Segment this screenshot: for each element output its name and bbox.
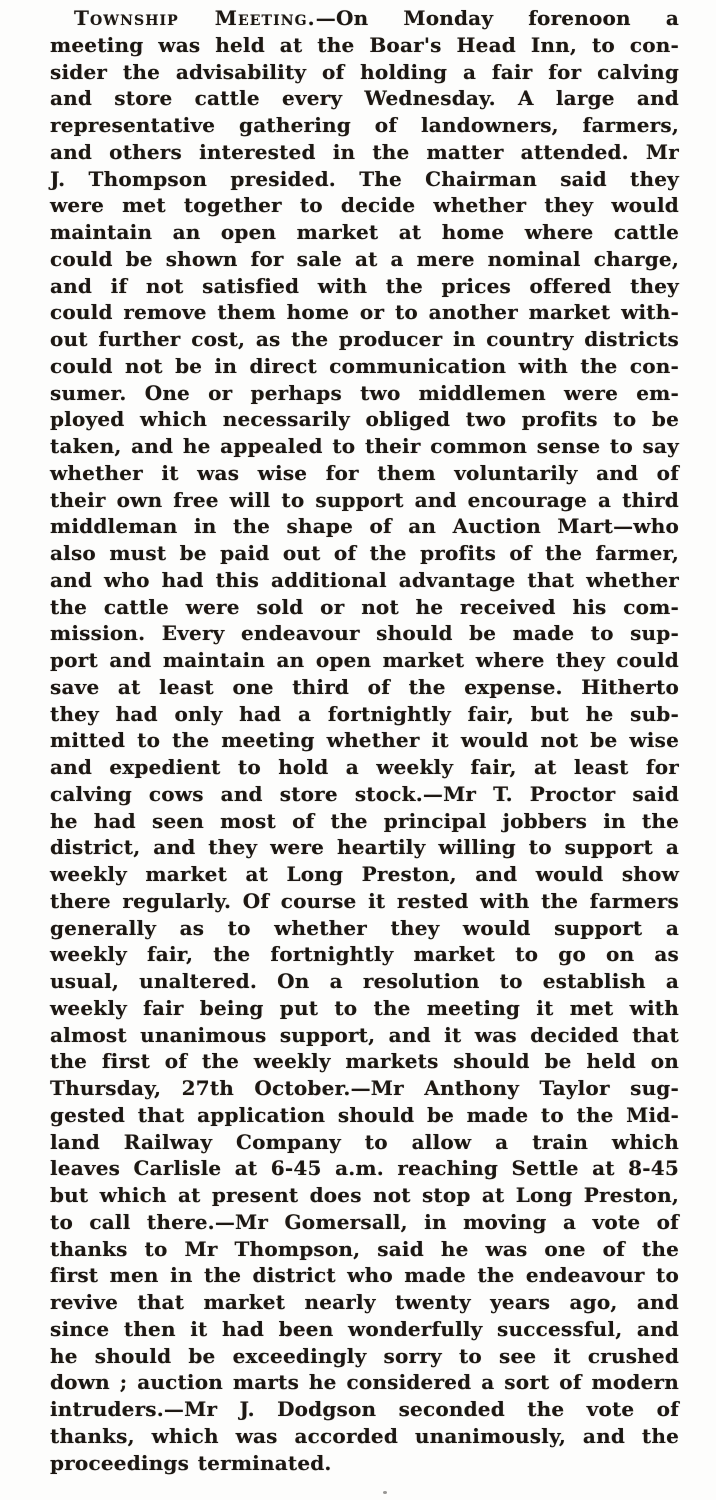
text-line: maintain an open market at home where cattle	[50, 220, 679, 244]
text-line: they had only had a fortnightly fair, but he sub-	[50, 701, 679, 726]
article-first-line	[50, 5, 679, 32]
text-line: down ; auction marts he considered a sort of modern	[50, 1370, 679, 1395]
article-column	[50, 5, 679, 1476]
scan-speck	[383, 1491, 387, 1494]
text-line: to call there.—Mr Gomersall, in moving a vote of	[50, 1209, 679, 1234]
text-line: out further cost, as the producer in country districts	[50, 327, 679, 351]
text-line: leaves Carlisle at 6-45 a.m. reaching Settle at 8-45	[50, 1156, 679, 1181]
text-line: proceedings terminated.	[50, 1450, 332, 1475]
text-line: also must be paid out of the profits of the farmer,	[50, 541, 679, 565]
text-line: Thursday, 27th October.—Mr Anthony Taylor sug-	[50, 1076, 679, 1100]
text-line: mitted to the meeting whether it would not be wise	[50, 728, 679, 753]
text-line: and store cattle every Wednesday. A large and	[50, 86, 679, 111]
text-line: weekly market at Long Preston, and would show	[50, 862, 679, 886]
text-line: could not be in direct communication with the con-	[50, 353, 679, 378]
text-line: district, and they were heartily willing to support a	[50, 835, 679, 860]
text-line: thanks, which was accorded unanimously, and the	[50, 1423, 679, 1448]
text-line: and others interested in the matter attended. Mr	[50, 139, 679, 164]
text-line: and who had this additional advantage that whether	[50, 567, 679, 592]
text-line: the first of the weekly markets should be held on	[50, 1049, 679, 1074]
text-line: the cattle were sold or not he received his com-	[50, 594, 679, 619]
text-line: taken, and he appealed to their common sense to say	[50, 434, 679, 458]
text-line: gested that application should be made to the Mid-	[50, 1102, 679, 1127]
text-line: but which at present does not stop at Long Preston,	[50, 1183, 679, 1207]
text-line: intruders.—Mr J. Dodgson seconded the vote of	[50, 1397, 679, 1421]
text-line: J. Thompson presided. The Chairman said they	[50, 166, 679, 191]
text-line: save at least one third of the expense. Hitherto	[50, 674, 679, 699]
text-line: representative gathering of landowners, farmers,	[50, 113, 679, 137]
text-line: almost unanimous support, and it was decided that	[50, 1022, 679, 1047]
article-heading: Township Meeting.	[74, 6, 316, 30]
text-line: sumer. One or perhaps two middlemen were em-	[50, 380, 679, 405]
text-line: and if not satisfied with the prices offered they	[50, 273, 679, 298]
text-line: whether it was wise for them voluntarily and of	[50, 460, 679, 485]
text-line: since then it had been wonderfully successful, and	[50, 1316, 679, 1341]
text-line: thanks to Mr Thompson, said he was one of the	[50, 1236, 679, 1261]
text-line: revive that market nearly twenty years ago, and	[50, 1290, 679, 1314]
article-first-line-text: —On Monday forenoon a	[315, 6, 680, 30]
text-line: could be shown for sale at a mere nominal charge,	[50, 246, 679, 271]
article-body	[50, 32, 679, 1477]
text-line: ployed which necessarily obliged two profits to be	[50, 407, 679, 432]
text-line: sider the advisability of holding a fair for calving	[50, 59, 679, 84]
text-line: mission. Every endeavour should be made to sup-	[50, 621, 679, 646]
text-line: usual, unaltered. On a resolution to establish a	[50, 969, 679, 993]
text-line: their own free will to support and encourage a third	[50, 487, 679, 512]
text-line: weekly fair being put to the meeting it met with	[50, 995, 679, 1020]
text-line: port and maintain an open market where they could	[50, 648, 679, 672]
text-line: there regularly. Of course it rested with the farmers	[50, 888, 679, 913]
text-line: middleman in the shape of an Auction Mart—who	[50, 514, 679, 539]
text-line: land Railway Company to allow a train which	[50, 1129, 679, 1154]
text-line: generally as to whether they would support a	[50, 915, 679, 940]
text-line: and expedient to hold a weekly fair, at least for	[50, 755, 679, 779]
text-line: he had seen most of the principal jobbers in the	[50, 808, 679, 833]
text-line: first men in the district who made the endeavour to	[50, 1263, 679, 1288]
text-line: could remove them home or to another market with-	[50, 300, 679, 325]
text-line: were met together to decide whether they would	[50, 193, 679, 218]
text-line: calving cows and store stock.—Mr T. Proctor said	[50, 781, 679, 806]
text-line: weekly fair, the fortnightly market to go on as	[50, 942, 679, 967]
text-line: he should be exceedingly sorry to see it crushed	[50, 1343, 679, 1368]
text-line: meeting was held at the Boar's Head Inn, to con-	[50, 32, 679, 57]
